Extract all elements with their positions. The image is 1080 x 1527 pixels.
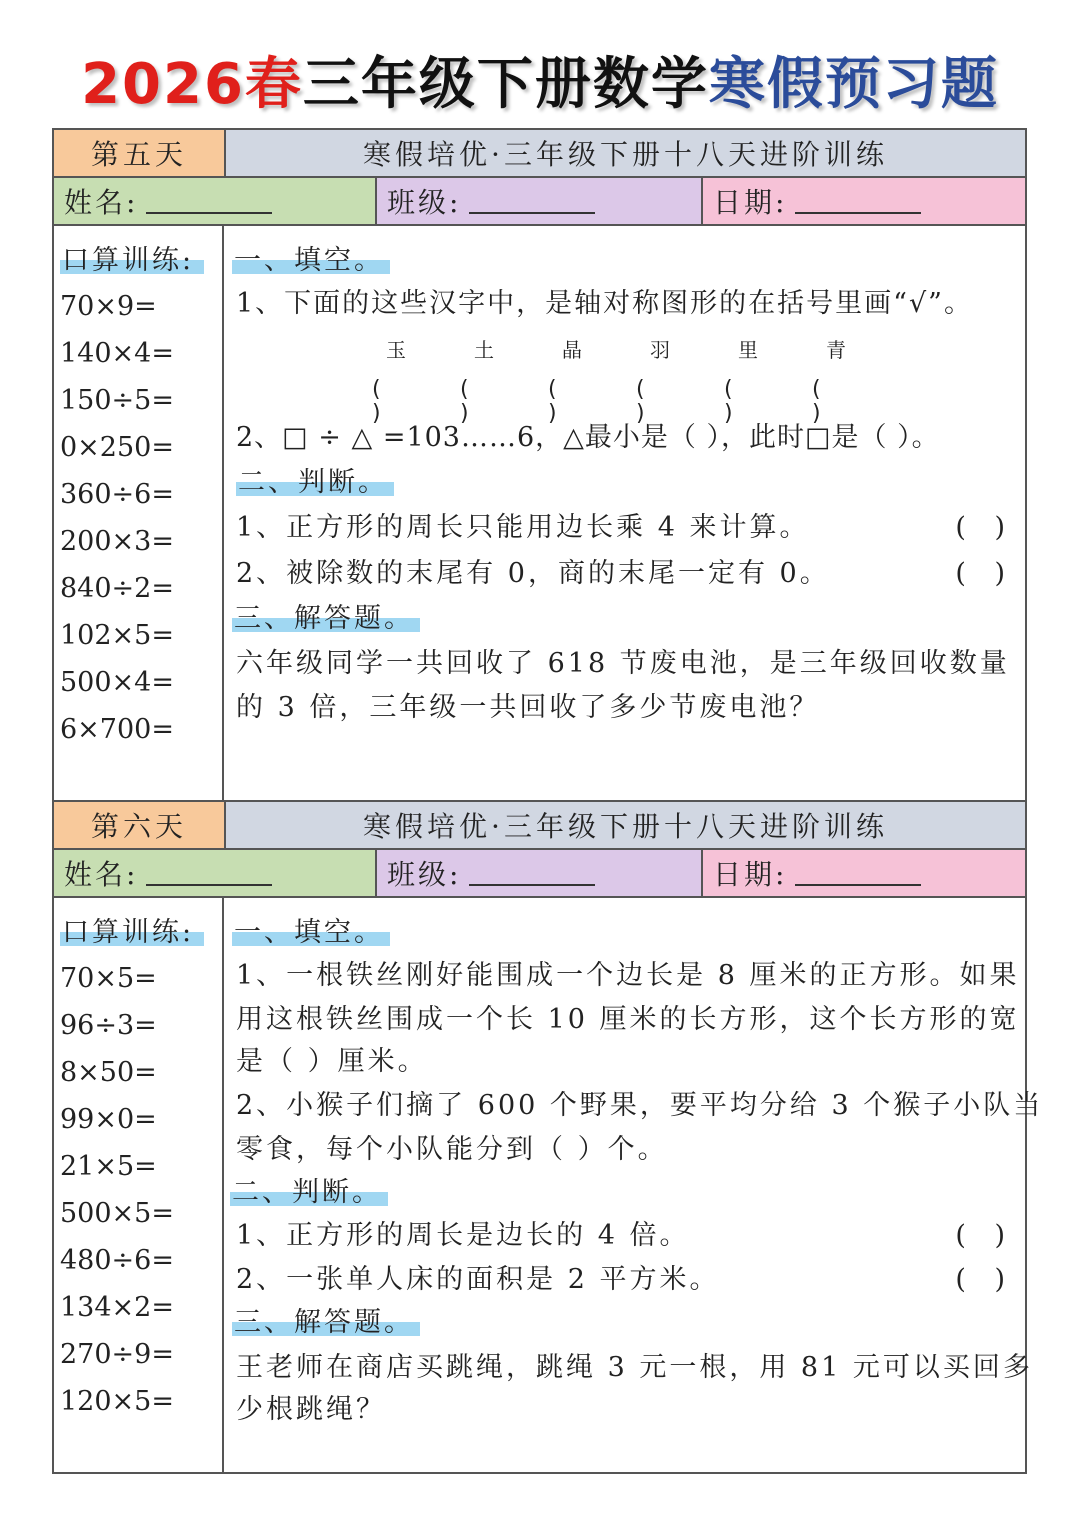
answer-bracket[interactable]: ( ) [460,377,469,426]
worksheet-day6 [52,800,1044,1474]
oral-item: 99×0= [60,1104,157,1135]
header-row [54,130,1025,178]
date-blank[interactable] [795,188,921,214]
section-answer-heading: 三、解答题。 [234,604,414,634]
series-title: 寒假培优·三年级下册十八天进阶训练 [226,130,1025,176]
char-item: 土 [474,338,494,362]
date-label: 日期: [713,858,788,891]
worksheet-day5 [52,128,1027,802]
section-answer-heading: 三、解答题。 [234,1308,414,1338]
section-fill-heading: 一、填空。 [234,246,384,276]
oral-item: 270÷9= [60,1339,174,1370]
answer-question-line: 少根跳绳？ [236,1394,386,1425]
date-label: 日期: [713,186,788,219]
char-item: 晶 [562,338,582,362]
answer-bracket[interactable]: ( ) [812,377,821,426]
judge-answer-1[interactable]: ( ) [955,512,1005,543]
name-cell [54,178,377,224]
oral-item: 500×4= [60,667,174,698]
judge-answer-2[interactable]: ( ) [955,558,1005,589]
answer-bracket[interactable]: ( ) [372,377,381,426]
header-row [54,802,1025,850]
judge-question-2: 2、被除数的末尾有 0，商的末尾一定有 0。 [236,558,830,589]
answer-question-line: 王老师在商店买跳绳，跳绳 3 元一根，用 81 元可以买回多 [236,1352,1033,1383]
oral-item: 500×5= [60,1198,174,1229]
fill-question-line: 是（ ）厘米。 [236,1046,428,1077]
answer-bracket[interactable]: ( ) [724,377,733,426]
class-blank[interactable] [469,188,595,214]
section-judge-heading: 二、判断。 [232,1178,382,1208]
oral-item: 480÷6= [60,1245,174,1276]
day-label: 第六天 [54,802,226,848]
title-spring: 春 [244,52,303,117]
oral-heading: 口算训练: [62,918,194,948]
char-item: 玉 [386,338,406,362]
answer-bracket[interactable]: ( ) [548,377,557,426]
answer-question-line: 的 3 倍，三年级一共回收了多少节废电池？ [236,692,820,723]
title-middle: 三年级下册数学 [302,52,709,117]
oral-item: 120×5= [60,1386,174,1417]
char-item: 青 [826,338,846,362]
answer-bracket[interactable]: ( ) [636,377,645,426]
question-column [224,226,1025,802]
title-year: 2026 [81,52,245,117]
oral-column [54,226,224,802]
judge-question-1: 1、正方形的周长只能用边长乘 4 来计算。 [236,512,810,543]
judge-question-2: 2、一张单人床的面积是 2 平方米。 [236,1264,720,1295]
title-end: 寒假预习题 [708,52,999,117]
name-blank[interactable] [146,188,272,214]
oral-item: 134×2= [60,1292,174,1323]
fill-question-line: 零食，每个小队能分到（ ）个。 [236,1134,668,1165]
char-item: 里 [738,338,758,362]
name-label: 姓名: [64,858,139,891]
fill-question-line: 用这根铁丝围成一个长 10 厘米的长方形，这个长方形的宽 [236,1004,1020,1035]
section-fill-heading: 一、填空。 [234,918,384,948]
oral-item: 840÷2= [60,573,174,604]
class-cell [377,178,703,224]
fill-question-line: 2、小猴子们摘了 600 个野果，要平均分给 3 个猴子小队当 [236,1090,1044,1121]
question-column [224,898,1044,1474]
oral-item: 8×50= [60,1057,157,1088]
class-blank[interactable] [469,860,595,886]
oral-item: 200×3= [60,526,174,557]
oral-item: 140×4= [60,338,174,369]
oral-column [54,898,224,1474]
oral-heading: 口算训练: [62,246,194,276]
content-body [54,898,1044,1474]
page-title [0,50,1080,120]
oral-item: 70×9= [60,291,157,322]
oral-item: 102×5= [60,620,174,651]
date-cell [703,850,1025,896]
answer-question-line: 六年级同学一共回收了 618 节废电池，是三年级回收数量 [236,648,1010,679]
oral-item: 360÷6= [60,479,174,510]
oral-item: 21×5= [60,1151,157,1182]
class-label: 班级: [387,186,462,219]
date-blank[interactable] [795,860,921,886]
oral-item: 0×250= [60,432,174,463]
series-title: 寒假培优·三年级下册十八天进阶训练 [226,802,1025,848]
name-label: 姓名: [64,186,139,219]
oral-item: 96÷3= [60,1010,157,1041]
fill-question-2: 2、□ ÷ △ =103……6，△最小是（ ），此时□是（ ）。 [236,422,940,453]
name-cell [54,850,377,896]
fill-question-1: 1、下面的这些汉字中，是轴对称图形的在括号里画“√”。 [236,288,973,319]
char-item: 羽 [650,338,670,362]
fill-question-line: 1、一根铁丝刚好能围成一个边长是 8 厘米的正方形。如果 [236,960,1020,991]
class-cell [377,850,703,896]
oral-item: 150÷5= [60,385,174,416]
oral-item: 70×5= [60,963,157,994]
oral-item: 6×700= [60,714,174,745]
judge-answer-1[interactable]: ( ) [955,1220,1005,1251]
judge-question-1: 1、正方形的周长是边长的 4 倍。 [236,1220,690,1251]
content-body [54,226,1025,802]
info-row [54,178,1025,226]
name-blank[interactable] [146,860,272,886]
judge-answer-2[interactable]: ( ) [955,1264,1005,1295]
day-label: 第五天 [54,130,226,176]
date-cell [703,178,1025,224]
class-label: 班级: [387,858,462,891]
section-judge-heading: 二、判断。 [238,468,388,498]
info-row [54,850,1025,898]
